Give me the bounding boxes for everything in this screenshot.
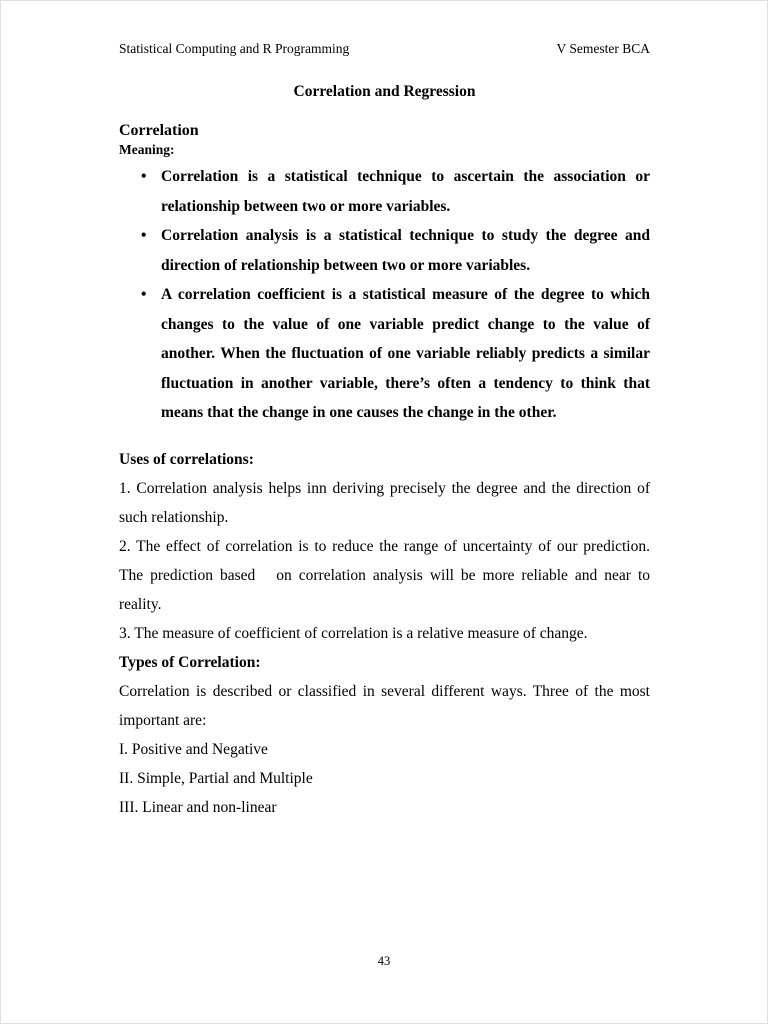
bullet-text: Correlation is a statistical technique to ascertain the association or relationship between two or more variables. bbox=[161, 168, 650, 215]
meaning-label: Meaning: bbox=[119, 142, 175, 157]
types-intro: Correlation is described or classified in several different ways. Three of the most important are: bbox=[119, 682, 650, 729]
bullet-item bbox=[119, 280, 650, 428]
section-heading-correlation: Correlation bbox=[119, 122, 199, 139]
bullet-item bbox=[119, 162, 650, 221]
page-header bbox=[119, 41, 650, 57]
types-item: III. Linear and non-linear bbox=[119, 798, 277, 816]
document-title: Correlation and Regression bbox=[293, 83, 476, 100]
uses-item: 2. The effect of correlation is to reduce the range of uncertainty of our prediction. The prediction based on correlation analysis will be more reliable and near to reality. bbox=[119, 537, 650, 613]
section-heading-uses: Uses of correlations: bbox=[119, 450, 254, 468]
uses-item: 1. Correlation analysis helps inn deriving precisely the degree and the direction of such relationship. bbox=[119, 479, 650, 526]
header-right-text: V Semester BCA bbox=[556, 41, 650, 56]
bullet-marker: • bbox=[141, 227, 147, 244]
bullet-marker: • bbox=[141, 286, 147, 303]
types-item: I. Positive and Negative bbox=[119, 740, 268, 758]
bullet-text: Correlation analysis is a statistical technique to study the degree and direction of relationship between two or more variables. bbox=[161, 227, 650, 274]
bullet-marker: • bbox=[141, 168, 147, 185]
correlation-bullet-list bbox=[119, 162, 650, 428]
uses-item: 3. The measure of coefficient of correlation is a relative measure of change. bbox=[119, 624, 588, 642]
bullet-text: A correlation coefficient is a statistical measure of the degree to which changes to the value of one variable predict change to the value of another. When the fluctuation of one variable reliably predicts a similar fluctuation in another variable, there’s often a tendency to think that means that the change in one causes the change in the other. bbox=[161, 286, 650, 421]
header-left-text: Statistical Computing and R Programming bbox=[119, 41, 350, 56]
bullet-item bbox=[119, 221, 650, 280]
page-number: 43 bbox=[377, 954, 391, 968]
types-item: II. Simple, Partial and Multiple bbox=[119, 769, 313, 787]
section-heading-types: Types of Correlation: bbox=[119, 653, 261, 671]
